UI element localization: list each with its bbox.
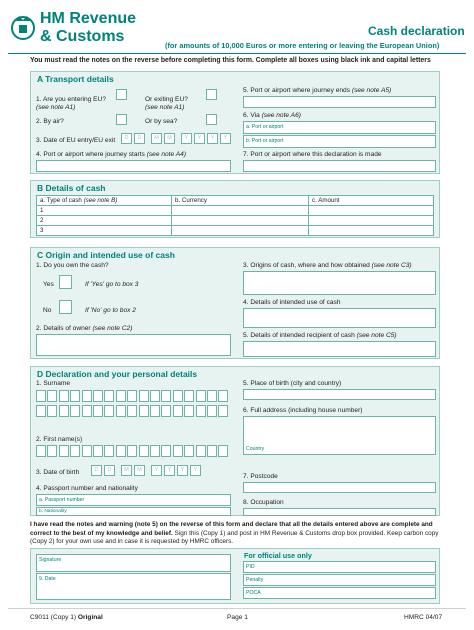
letter-cell[interactable] bbox=[36, 390, 46, 402]
col-type-header: a. Type of cash (see note B) bbox=[37, 196, 172, 206]
currency-cell[interactable] bbox=[172, 216, 309, 226]
letter-cell[interactable] bbox=[36, 405, 46, 417]
passport-number-label: a. Passport number bbox=[39, 497, 85, 503]
letter-cell[interactable] bbox=[173, 445, 183, 457]
declaration-port-input[interactable] bbox=[243, 160, 436, 172]
letter-cell[interactable] bbox=[104, 445, 114, 457]
letter-cell[interactable] bbox=[82, 445, 92, 457]
footer-rule bbox=[8, 608, 466, 609]
dob-cell[interactable]: D bbox=[104, 465, 115, 476]
pid-label: PID bbox=[246, 564, 255, 570]
letter-cell[interactable] bbox=[207, 445, 217, 457]
section-cash bbox=[30, 180, 440, 238]
cash-table bbox=[36, 195, 434, 236]
footer-form-code: C9011 (Copy 1) Original bbox=[30, 614, 103, 621]
letter-cell[interactable] bbox=[127, 445, 137, 457]
letter-cell[interactable] bbox=[173, 390, 183, 402]
currency-cell[interactable] bbox=[172, 226, 309, 236]
q-place-of-birth: 5. Place of birth (city and country) bbox=[243, 380, 342, 387]
via-port-b-input[interactable] bbox=[243, 135, 436, 148]
dob-cell[interactable]: Y bbox=[164, 465, 175, 476]
dob-cell[interactable]: M bbox=[134, 465, 145, 476]
section-transport bbox=[30, 71, 440, 174]
q-date-of-birth: 3. Date of birth bbox=[36, 469, 80, 476]
postcode-input[interactable] bbox=[243, 482, 436, 493]
date-cell[interactable]: D bbox=[121, 133, 132, 144]
journey-end-input[interactable] bbox=[243, 96, 436, 108]
entering-eu-checkbox[interactable] bbox=[116, 89, 127, 100]
via-port-a-input[interactable] bbox=[243, 121, 436, 134]
q-full-address: 6. Full address (including house number) bbox=[243, 407, 363, 414]
signature-input[interactable] bbox=[36, 554, 231, 572]
table-row bbox=[37, 216, 434, 226]
address-input[interactable] bbox=[243, 416, 436, 455]
official-use-title: For official use only bbox=[244, 551, 312, 560]
row-number[interactable]: 3 bbox=[37, 226, 172, 236]
letter-cell[interactable] bbox=[47, 445, 57, 457]
penalty-input[interactable] bbox=[243, 574, 436, 586]
instructions: You must read the notes on the reverse before completing this form. Complete all boxes using black ink and capital letters bbox=[30, 57, 431, 64]
own-yes-checkbox[interactable] bbox=[59, 275, 72, 289]
logo-line2: & Customs bbox=[40, 28, 125, 45]
q-origins: 3. Origins of cash, where and how obtained (see note C3) bbox=[243, 262, 412, 269]
date-cell[interactable]: D bbox=[134, 133, 145, 144]
occupation-input[interactable] bbox=[243, 508, 436, 516]
q-journey-end: 5. Port or airport where journey ends (see note A5) bbox=[243, 87, 392, 94]
section-origin bbox=[30, 247, 440, 359]
section-b-title: B Details of cash bbox=[37, 183, 106, 193]
nationality-input[interactable] bbox=[36, 507, 231, 516]
date-label: 9. Date bbox=[39, 576, 56, 582]
col-amount-header: c. Amount bbox=[309, 196, 434, 206]
letter-cell[interactable] bbox=[104, 405, 114, 417]
letter-cell[interactable] bbox=[139, 390, 149, 402]
by-sea-checkbox[interactable] bbox=[206, 114, 217, 125]
q-by-air: 2. By air? bbox=[36, 118, 64, 125]
date-cell[interactable]: Y bbox=[194, 133, 205, 144]
q-owner-details: 2. Details of owner (see note C2) bbox=[36, 325, 133, 332]
entry-date-field[interactable] bbox=[121, 133, 241, 145]
origins-input[interactable] bbox=[243, 271, 436, 295]
letter-cell[interactable] bbox=[139, 405, 149, 417]
dob-field[interactable] bbox=[91, 465, 211, 477]
q-intended-use: 4. Details of intended use of cash bbox=[243, 299, 341, 306]
q-postcode: 7. Postcode bbox=[243, 473, 278, 480]
date-cell[interactable]: Y bbox=[220, 133, 231, 144]
q-via: 6. Via (see note A6) bbox=[243, 112, 301, 119]
letter-cell[interactable] bbox=[127, 390, 137, 402]
country-label: Country bbox=[246, 446, 265, 452]
letter-cell[interactable] bbox=[82, 405, 92, 417]
date-cell[interactable]: Y bbox=[207, 133, 218, 144]
no-instruction: If 'No' go to box 2 bbox=[85, 307, 136, 314]
letter-cell[interactable] bbox=[161, 445, 171, 457]
hmrc-logo bbox=[10, 8, 160, 48]
q-declaration-port: 7. Port or airport where this declaration is made bbox=[243, 151, 382, 158]
penalty-label: Penalty bbox=[246, 577, 264, 583]
q-occupation: 8. Occupation bbox=[243, 499, 284, 506]
declaration-text: I have read the notes and warning (note 5) on the reverse of this form and declare that all the details entered above are complete and correct to the best of my knowledge and belief. Sign this (Copy 1) and post in HM Revenue & Customs drop box provided. Keep carbon copy (Copy 2) for your own use and in case it is requested by HMRC officers. bbox=[30, 521, 439, 545]
q-first-names: 2. First name(s) bbox=[36, 436, 83, 443]
letter-cell[interactable] bbox=[93, 405, 103, 417]
letter-cell[interactable] bbox=[70, 445, 80, 457]
row-number[interactable]: 1 bbox=[37, 206, 172, 216]
letter-cell[interactable] bbox=[36, 445, 46, 457]
dob-cell[interactable]: Y bbox=[190, 465, 201, 476]
date-cell[interactable]: M bbox=[151, 133, 162, 144]
signature-label: Signature bbox=[39, 557, 62, 563]
poca-label: POCA bbox=[246, 590, 261, 596]
nationality-label: b. Nationality bbox=[39, 509, 67, 514]
date-cell[interactable]: Y bbox=[181, 133, 192, 144]
date-cell[interactable]: M bbox=[164, 133, 175, 144]
letter-cell[interactable] bbox=[184, 390, 194, 402]
letter-cell[interactable] bbox=[207, 405, 217, 417]
letter-cell[interactable] bbox=[196, 405, 206, 417]
via-b-label: b. Port or airport bbox=[246, 138, 284, 144]
letter-cell[interactable] bbox=[116, 390, 126, 402]
q-date-entry-exit: 3. Date of EU entry/EU exit bbox=[36, 137, 116, 144]
col-currency-header: b. Currency bbox=[172, 196, 309, 206]
section-c-title: C Origin and intended use of cash bbox=[37, 250, 175, 260]
letter-cell[interactable] bbox=[70, 390, 80, 402]
letter-cell[interactable] bbox=[196, 445, 206, 457]
amount-cell[interactable] bbox=[309, 226, 434, 236]
dob-cell[interactable]: D bbox=[91, 465, 102, 476]
date-input[interactable] bbox=[36, 573, 231, 600]
letter-cell[interactable] bbox=[127, 405, 137, 417]
dob-cell[interactable]: Y bbox=[151, 465, 162, 476]
logo-line1: HM Revenue bbox=[40, 10, 137, 27]
yes-instruction: If 'Yes' go to box 3 bbox=[85, 281, 139, 288]
q-exiting-eu: Or exiting EU? (see note A1) bbox=[145, 96, 188, 111]
letter-cell[interactable] bbox=[184, 445, 194, 457]
letter-cell[interactable] bbox=[150, 445, 160, 457]
q-by-sea: Or by sea? bbox=[145, 118, 178, 125]
own-no-checkbox[interactable] bbox=[59, 300, 72, 314]
amount-cell[interactable] bbox=[309, 216, 434, 226]
passport-number-input[interactable] bbox=[36, 494, 231, 506]
exiting-eu-checkbox[interactable] bbox=[206, 89, 217, 100]
q-surname: 1. Surname bbox=[36, 380, 71, 387]
no-label: No bbox=[43, 307, 52, 314]
journey-start-input[interactable] bbox=[36, 160, 231, 172]
letter-cell[interactable] bbox=[59, 390, 69, 402]
q-recipient: 5. Details of intended recipient of cash (see note C5) bbox=[243, 332, 397, 339]
letter-cell[interactable] bbox=[150, 405, 160, 417]
section-personal bbox=[30, 366, 440, 516]
crest-icon bbox=[10, 12, 36, 42]
poca-input[interactable] bbox=[243, 587, 436, 599]
first-names-field[interactable] bbox=[36, 445, 231, 459]
letter-cell[interactable] bbox=[93, 445, 103, 457]
form-title: Cash declaration bbox=[368, 24, 465, 38]
via-a-label: a. Port or airport bbox=[246, 124, 284, 130]
letter-cell[interactable] bbox=[218, 445, 228, 457]
letter-cell[interactable] bbox=[150, 390, 160, 402]
recipient-input[interactable] bbox=[243, 341, 436, 357]
letter-cell[interactable] bbox=[82, 390, 92, 402]
pid-input[interactable] bbox=[243, 561, 436, 573]
row-number[interactable]: 2 bbox=[37, 216, 172, 226]
signature-panel bbox=[30, 548, 440, 604]
letter-cell[interactable] bbox=[116, 405, 126, 417]
letter-cell[interactable] bbox=[93, 390, 103, 402]
letter-cell[interactable] bbox=[184, 405, 194, 417]
letter-cell[interactable] bbox=[207, 390, 217, 402]
letter-cell[interactable] bbox=[139, 445, 149, 457]
q-entering-eu: 1. Are you entering EU? (see note A1) bbox=[36, 96, 107, 111]
letter-cell[interactable] bbox=[218, 390, 228, 402]
currency-cell[interactable] bbox=[172, 206, 309, 216]
letter-cell[interactable] bbox=[59, 405, 69, 417]
letter-cell[interactable] bbox=[47, 390, 57, 402]
letter-cell[interactable] bbox=[70, 405, 80, 417]
intended-use-input[interactable] bbox=[243, 308, 436, 328]
by-air-checkbox[interactable] bbox=[116, 114, 127, 125]
letter-cell[interactable] bbox=[104, 390, 114, 402]
q-journey-start: 4. Port or airport where journey starts (see note A4) bbox=[36, 151, 187, 158]
dob-cell[interactable]: Y bbox=[177, 465, 188, 476]
surname-field[interactable] bbox=[36, 390, 231, 420]
letter-cell[interactable] bbox=[116, 445, 126, 457]
q-passport: 4. Passport number and nationality bbox=[36, 485, 138, 492]
form-subtitle: (for amounts of 10,000 Euros or more entering or leaving the European Union) bbox=[165, 41, 440, 50]
q-own-cash: 1. Do you own the cash? bbox=[36, 262, 109, 269]
table-row bbox=[37, 226, 434, 236]
header-rule bbox=[8, 53, 466, 54]
place-of-birth-input[interactable] bbox=[243, 389, 436, 400]
letter-cell[interactable] bbox=[173, 405, 183, 417]
table-row bbox=[37, 206, 434, 216]
dob-cell[interactable]: M bbox=[121, 465, 132, 476]
owner-details-input[interactable] bbox=[36, 334, 231, 356]
letter-cell[interactable] bbox=[196, 390, 206, 402]
letter-cell[interactable] bbox=[59, 445, 69, 457]
amount-cell[interactable] bbox=[309, 206, 434, 216]
section-d-title: D Declaration and your personal details bbox=[37, 369, 198, 379]
letter-cell[interactable] bbox=[218, 405, 228, 417]
letter-cell[interactable] bbox=[161, 405, 171, 417]
letter-cell[interactable] bbox=[161, 390, 171, 402]
footer-version: HMRC 04/07 bbox=[404, 614, 443, 621]
letter-cell[interactable] bbox=[47, 405, 57, 417]
section-a-title: A Transport details bbox=[37, 74, 114, 84]
footer-page: Page 1 bbox=[227, 614, 248, 621]
yes-label: Yes bbox=[43, 281, 54, 288]
